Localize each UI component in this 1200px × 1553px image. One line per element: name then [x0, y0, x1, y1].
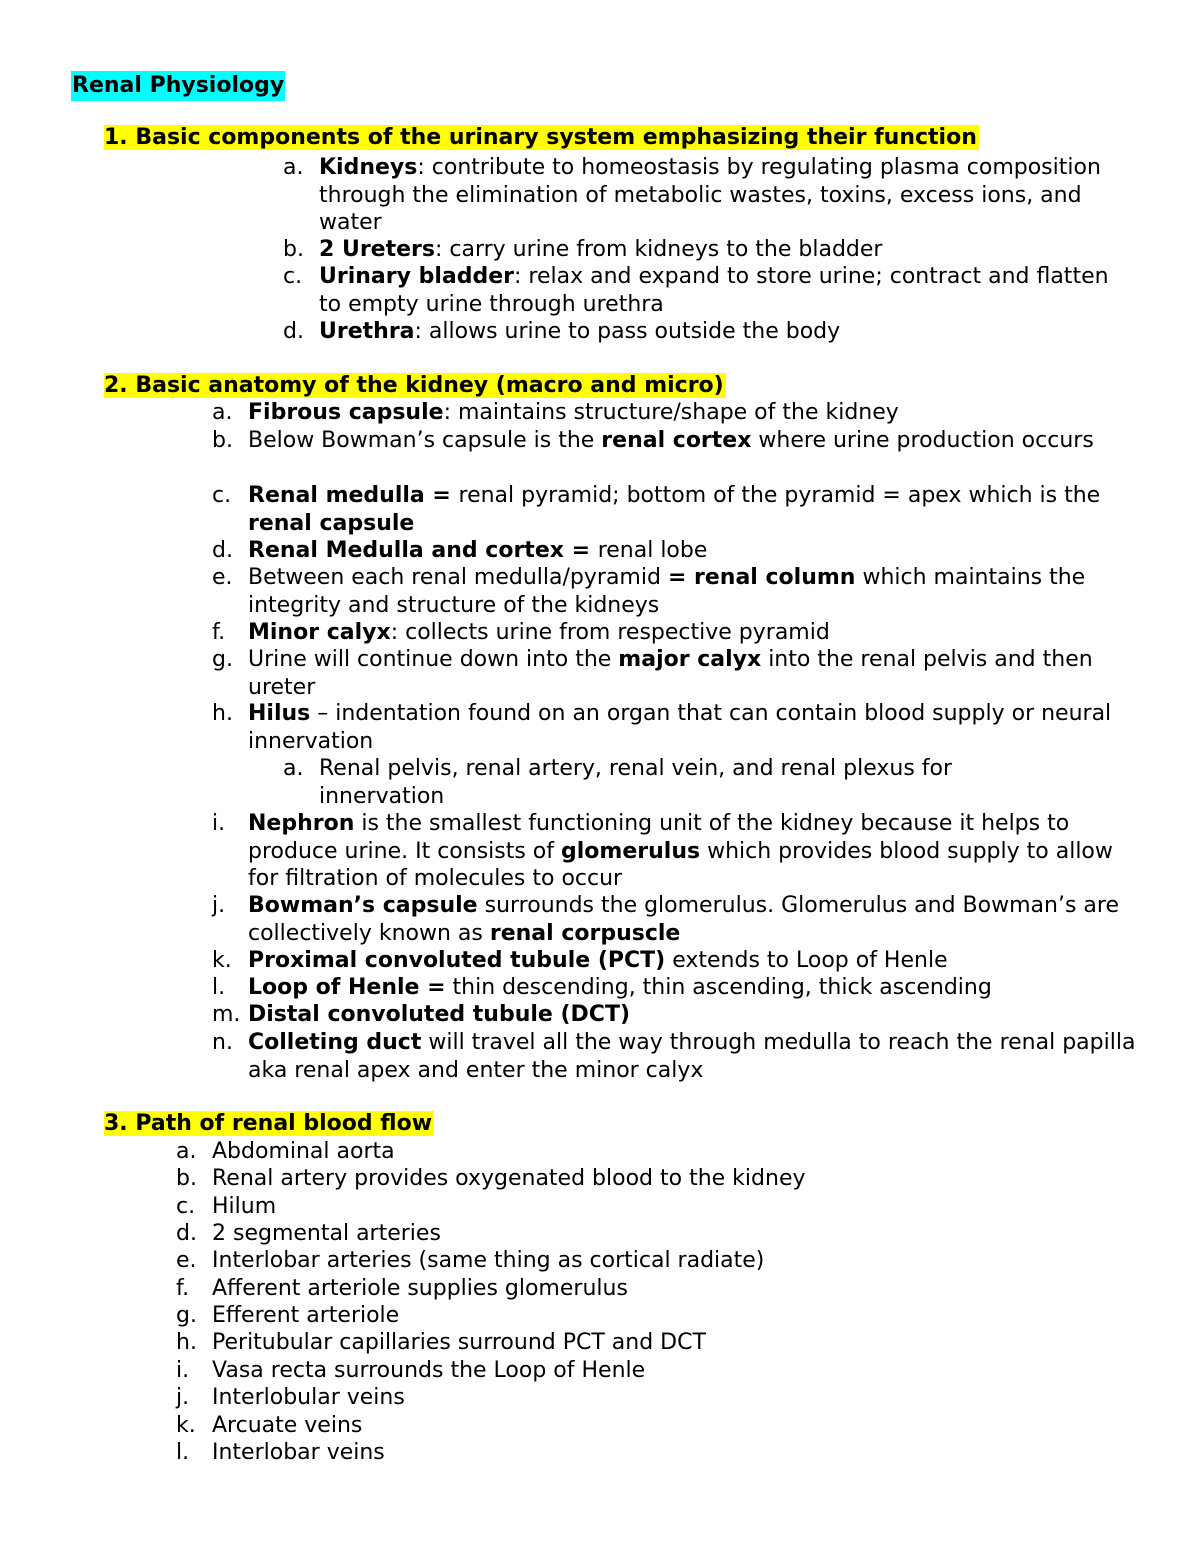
bold-term: Nephron: [248, 811, 355, 836]
item-text: Urine will continue down into the: [248, 647, 619, 672]
list-item: [212, 947, 1138, 975]
list-item: [212, 892, 1138, 947]
list-marker: j.: [176, 1385, 190, 1410]
list-marker: k.: [212, 948, 232, 973]
item-text: : carry urine from kidneys to the bladder: [434, 237, 883, 262]
item-text: Hilum: [212, 1194, 277, 1219]
list-marker: h.: [212, 701, 233, 726]
page-title: Renal Physiology: [71, 71, 285, 101]
item-text: : allows urine to pass outside the body: [414, 319, 841, 344]
bold-term: Proximal convoluted tubule (PCT): [248, 948, 666, 973]
item-text: Below Bowman’s capsule is the: [248, 428, 602, 453]
item-text: which maintains the integrity and structure of the kidneys: [248, 565, 1086, 618]
list-marker: g.: [176, 1303, 197, 1328]
list-marker: c.: [212, 483, 232, 508]
section-heading: [104, 124, 979, 152]
bold-term: Bowman’s capsule: [248, 893, 478, 918]
sub-list-item: [283, 755, 1079, 810]
bold-term: Urinary bladder: [319, 264, 515, 289]
section-heading-text: 1. Basic components of the urinary system emphasizing their function: [104, 125, 977, 150]
bold-term: Hilus: [248, 701, 311, 726]
list-item: [176, 1165, 1112, 1193]
bold-term: Renal Medulla and cortex =: [248, 538, 598, 563]
item-text: Peritubular capillaries surround PCT and DCT: [212, 1330, 706, 1355]
list-marker: l.: [212, 975, 226, 1000]
list-marker: a.: [176, 1139, 197, 1164]
list-item: [212, 564, 1138, 619]
section-heading: [104, 372, 726, 400]
item-text: 2 segmental arteries: [212, 1221, 441, 1246]
item-text: surrounds the glomerulus. Glomerulus and Bowman’s are collectively known as: [248, 893, 1119, 946]
bold-term: major calyx: [618, 647, 762, 672]
item-text: extends to Loop of Henle: [665, 948, 948, 973]
bold-term: Renal medulla =: [248, 483, 459, 508]
bold-term: Kidneys: [319, 155, 418, 180]
section-heading-text: 3. Path of renal blood flow: [104, 1111, 433, 1136]
item-text: Afferent arteriole supplies glomerulus: [212, 1276, 628, 1301]
item-text: will travel all the way through medulla to reach the renal papilla aka renal apex and enter the minor calyx: [248, 1030, 1136, 1083]
item-text: Between each renal medulla/pyramid: [248, 565, 668, 590]
item-text: renal lobe: [597, 538, 708, 563]
item-text: : contribute to homeostasis by regulating plasma composition through the elimination of metabolic wastes, toxins, excess ions, and water: [319, 155, 1101, 235]
bold-term: Minor calyx: [248, 620, 391, 645]
list-marker: a.: [283, 155, 304, 180]
list-marker: a.: [212, 400, 233, 425]
list-marker: e.: [212, 565, 233, 590]
item-text: renal pyramid; bottom of the pyramid = apex which is the: [458, 483, 1101, 508]
item-text: : relax and expand to store urine; contract and flatten to empty urine through urethra: [319, 264, 1109, 317]
item-text: : maintains structure/shape of the kidney: [443, 400, 899, 425]
list-marker: d.: [212, 538, 233, 563]
list-marker: c.: [176, 1194, 196, 1219]
list-marker: f.: [176, 1276, 190, 1301]
list-item: [176, 1275, 1112, 1303]
list-marker: i.: [212, 811, 226, 836]
list-item: [176, 1384, 1112, 1412]
bold-term: renal cortex: [601, 428, 752, 453]
list-marker: j.: [212, 893, 226, 918]
list-item: [283, 263, 1109, 318]
list-marker: d.: [176, 1221, 197, 1246]
list-marker: k.: [176, 1413, 196, 1438]
list-marker: d.: [283, 319, 304, 344]
list-item: [176, 1247, 1112, 1275]
list-item: [176, 1220, 1112, 1248]
list-item: [176, 1412, 1112, 1440]
list-marker: i.: [176, 1358, 190, 1383]
list-marker: g.: [212, 647, 233, 672]
bold-term: Fibrous capsule: [248, 400, 444, 425]
item-text: Vasa recta surrounds the Loop of Henle: [212, 1358, 646, 1383]
list-item: [212, 537, 1138, 565]
list-marker: m.: [212, 1002, 241, 1027]
item-text: Interlobar arteries (same thing as cortical radiate): [212, 1248, 765, 1273]
item-text: Interlobular veins: [212, 1385, 405, 1410]
list-item: [176, 1193, 1112, 1221]
list-marker: h.: [176, 1330, 197, 1355]
list-item: [212, 810, 1138, 893]
list-item: [212, 427, 1138, 455]
item-text: into the renal pelvis and then ureter: [248, 647, 1093, 700]
list-marker: n.: [212, 1030, 233, 1055]
list-item: [212, 1029, 1138, 1084]
item-text: – indentation found on an organ that can contain blood supply or neural innervation: [248, 701, 1112, 754]
list-item: [176, 1439, 1112, 1467]
section-heading-text: 2. Basic anatomy of the kidney (macro and micro): [104, 373, 724, 398]
list-item: [212, 974, 1138, 1002]
list-marker: b.: [212, 428, 233, 453]
item-text: Abdominal aorta: [212, 1139, 395, 1164]
list-marker: c.: [283, 264, 303, 289]
item-text: Interlobar veins: [212, 1440, 385, 1465]
list-item: [283, 154, 1109, 237]
bold-term: 2 Ureters: [319, 237, 435, 262]
bold-term: Distal convoluted tubule (DCT): [248, 1002, 631, 1027]
list-item: [176, 1329, 1112, 1357]
bold-term: Loop of Henle =: [248, 975, 446, 1000]
list-marker: a.: [283, 756, 304, 781]
bold-term: glomerulus: [561, 838, 701, 864]
bold-term: = renal column: [667, 565, 856, 590]
item-text: Efferent arteriole: [212, 1303, 400, 1328]
section-heading: [104, 1110, 434, 1138]
list-item: [176, 1357, 1112, 1385]
list-item: [212, 1001, 1138, 1029]
bold-term: Urethra: [319, 319, 415, 344]
list-item: [212, 619, 1138, 647]
item-text: Renal artery provides oxygenated blood to the kidney: [212, 1166, 806, 1191]
list-item: [176, 1138, 1112, 1166]
item-text: thin descending, thin ascending, thick ascending: [445, 975, 992, 1000]
list-item: [212, 700, 1138, 755]
item-text: is the smallest functioning unit of the kidney because it helps to produce urine. It consists of: [248, 811, 1070, 864]
list-item: [212, 399, 1138, 427]
item-text: Renal pelvis, renal artery, renal vein, and renal plexus for innervation: [319, 756, 953, 809]
list-marker: f.: [212, 620, 226, 645]
list-marker: b.: [283, 237, 304, 262]
list-item: [212, 482, 1138, 537]
list-item: [176, 1302, 1112, 1330]
item-text: Arcuate veins: [212, 1413, 363, 1438]
list-item: [283, 318, 1109, 346]
list-marker: b.: [176, 1166, 197, 1191]
bold-term: renal capsule: [248, 510, 415, 536]
bold-term: renal corpuscle: [489, 920, 681, 946]
list-marker: e.: [176, 1248, 197, 1273]
list-item: [283, 236, 1109, 264]
item-text: where urine production occurs: [751, 428, 1094, 453]
item-text: : collects urine from respective pyramid: [390, 620, 830, 645]
bold-term: Colleting duct: [248, 1030, 422, 1055]
item-text: which provides blood supply to allow for filtration of molecules to occur: [248, 838, 1113, 891]
list-item: [212, 646, 1138, 701]
list-marker: l.: [176, 1440, 190, 1465]
